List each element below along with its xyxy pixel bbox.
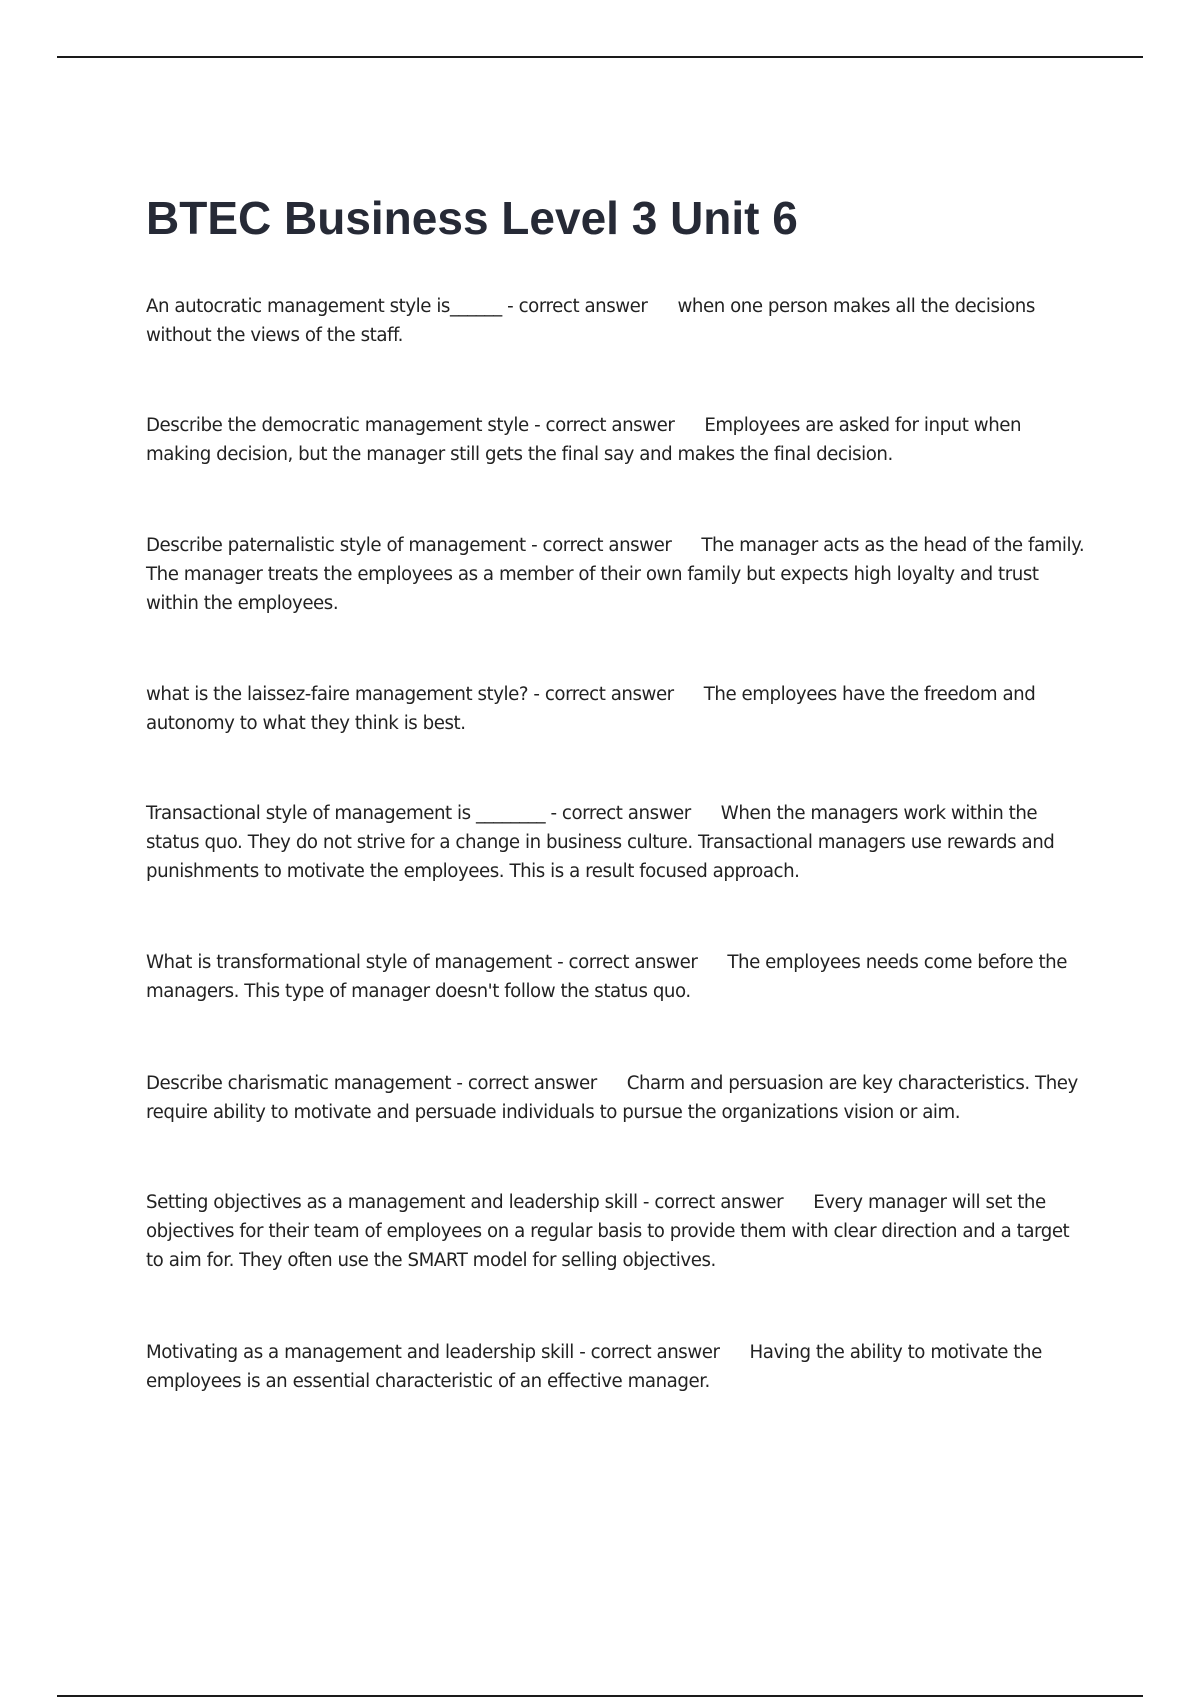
qa-item — [146, 1338, 1086, 1396]
qa-item — [146, 1188, 1086, 1275]
qa-item — [146, 1069, 1086, 1127]
qa-answer: Every manager will set the objectives for their team of employees on a regular basis to provide them with clear direction and a target to aim for. They often use the SMART model for selling objectives. — [146, 1192, 1070, 1271]
qa-answer: Having the ability to motivate the employees is an essential characteristic of an effective manager. — [146, 1342, 1042, 1392]
qa-answer: when one person makes all the decisions without the views of the staff. — [146, 296, 1035, 346]
qa-question: what is the laissez-faire management style? - correct answer — [146, 684, 674, 705]
qa-question: An autocratic management style is______ - correct answer — [146, 296, 648, 317]
qa-question: Transactional style of management is ________ - correct answer — [146, 803, 691, 824]
qa-item — [146, 680, 1086, 738]
qa-answer: Employees are asked for input when making decision, but the manager still gets the final say and makes the final decision. — [146, 415, 1022, 465]
qa-answer: The manager acts as the head of the family. The manager treats the employees as a member of their own family but expects high loyalty and trust within the employees. — [146, 535, 1085, 614]
qa-question: Describe the democratic management style - correct answer — [146, 415, 675, 436]
qa-question: Describe charismatic management - correct answer — [146, 1073, 597, 1094]
qa-answer: When the managers work within the status quo. They do not strive for a change in business culture. Transactional managers use rewards and punishments to motivate the employees. This is a result focused approach. — [146, 803, 1055, 882]
qa-question: Setting objectives as a management and leadership skill - correct answer — [146, 1192, 784, 1213]
document-title: BTEC Business Level 3 Unit 6 — [146, 192, 798, 244]
qa-question: Describe paternalistic style of management - correct answer — [146, 535, 672, 556]
bottom-rule — [57, 1695, 1143, 1697]
qa-answer: The employees needs come before the managers. This type of manager doesn't follow the status quo. — [146, 952, 1067, 1002]
qa-item — [146, 411, 1086, 469]
top-rule — [57, 56, 1143, 58]
qa-answer: The employees have the freedom and autonomy to what they think is best. — [146, 684, 1036, 734]
qa-answer: Charm and persuasion are key characteristics. They require ability to motivate and persuade individuals to pursue the organizations vision or aim. — [146, 1073, 1078, 1123]
qa-item — [146, 292, 1086, 350]
qa-question: What is transformational style of management - correct answer — [146, 952, 698, 973]
qa-item — [146, 531, 1086, 618]
qa-item — [146, 799, 1086, 886]
qa-question: Motivating as a management and leadership skill - correct answer — [146, 1342, 720, 1363]
qa-item — [146, 948, 1086, 1006]
